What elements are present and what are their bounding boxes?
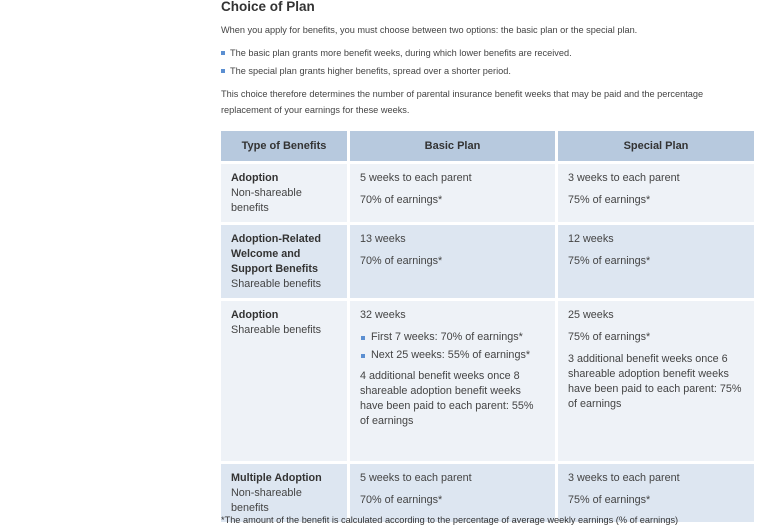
page-title: Choice of Plan [221,0,315,14]
cell-text: 75% of earnings* [568,331,651,343]
list-item-text: First 7 weeks: 70% of earnings* [371,331,523,343]
cell-text: 75% of earnings* [568,494,651,506]
basic-cell [350,164,555,222]
cell-text: 70% of earnings* [360,494,443,506]
rate-list [360,330,545,363]
special-cell [558,225,754,298]
basic-cell [350,301,555,461]
cell-text: 70% of earnings* [360,194,443,206]
cell-text: 25 weeks [568,309,614,321]
type-subtitle: Shareable benefits [231,324,322,336]
type-title: Adoption-Related Welcome and Support Benefits [231,233,321,275]
basic-cell [350,225,555,298]
cell-text: 75% of earnings* [568,194,651,206]
table-row [221,301,754,461]
bullet-square-icon [361,354,365,358]
special-cell [558,301,754,461]
cell-text: 12 weeks [568,233,614,245]
table-row [221,225,754,298]
cell-text: 5 weeks to each parent [360,472,472,484]
type-title: Multiple Adoption [231,472,322,484]
column-header: Special Plan [558,131,754,161]
list-item [360,348,545,363]
cell-text: 75% of earnings* [568,255,651,267]
type-subtitle: Shareable benefits [231,278,322,290]
column-header: Basic Plan [350,131,555,161]
column-header: Type of Benefits [221,131,347,161]
cell-text: 32 weeks [360,309,406,321]
list-item [221,64,511,78]
list-item [221,46,572,60]
cell-text: 3 weeks to each parent [568,172,680,184]
footnote: *The amount of the benefit is calculated according to the percentage of average weekly earnings (% of earnings) [221,515,679,525]
list-item-text: Next 25 weeks: 55% of earnings* [371,349,531,361]
type-subtitle: Non-shareable benefits [231,487,302,514]
bullet-square-icon [221,69,225,73]
type-title: Adoption [231,172,279,184]
type-cell [221,225,347,298]
cell-text: 4 additional benefit weeks once 8 shareable adoption benefit weeks have been paid to each parent: 55% of earnings [360,370,534,427]
cell-text: 3 weeks to each parent [568,472,680,484]
bullet-square-icon [221,51,225,55]
cell-text: 13 weeks [360,233,406,245]
type-cell [221,301,347,461]
list-item [360,330,545,345]
cell-text: 70% of earnings* [360,255,443,267]
type-subtitle: Non-shareable benefits [231,187,302,214]
cell-text: 3 additional benefit weeks once 6 shareable adoption benefit weeks have been paid to each parent: 75% of earnings [568,353,742,410]
cell-text: 5 weeks to each parent [360,172,472,184]
table-header-row [221,131,754,161]
explanation-text: This choice therefore determines the number of parental insurance benefit weeks that may be paid and the percentage replacement of your earnings for these weeks. [221,89,704,115]
benefits-table [218,128,757,525]
type-title: Adoption [231,309,279,321]
intro-text: When you apply for benefits, you must choose between two options: the basic plan or the special plan. [221,25,638,35]
bullet-square-icon [361,336,365,340]
bullet-text: The basic plan grants more benefit weeks, during which lower benefits are received. [230,48,572,58]
special-cell [558,164,754,222]
table-row [221,164,754,222]
type-cell [221,164,347,222]
bullet-text: The special plan grants higher benefits, spread over a shorter period. [230,66,511,76]
